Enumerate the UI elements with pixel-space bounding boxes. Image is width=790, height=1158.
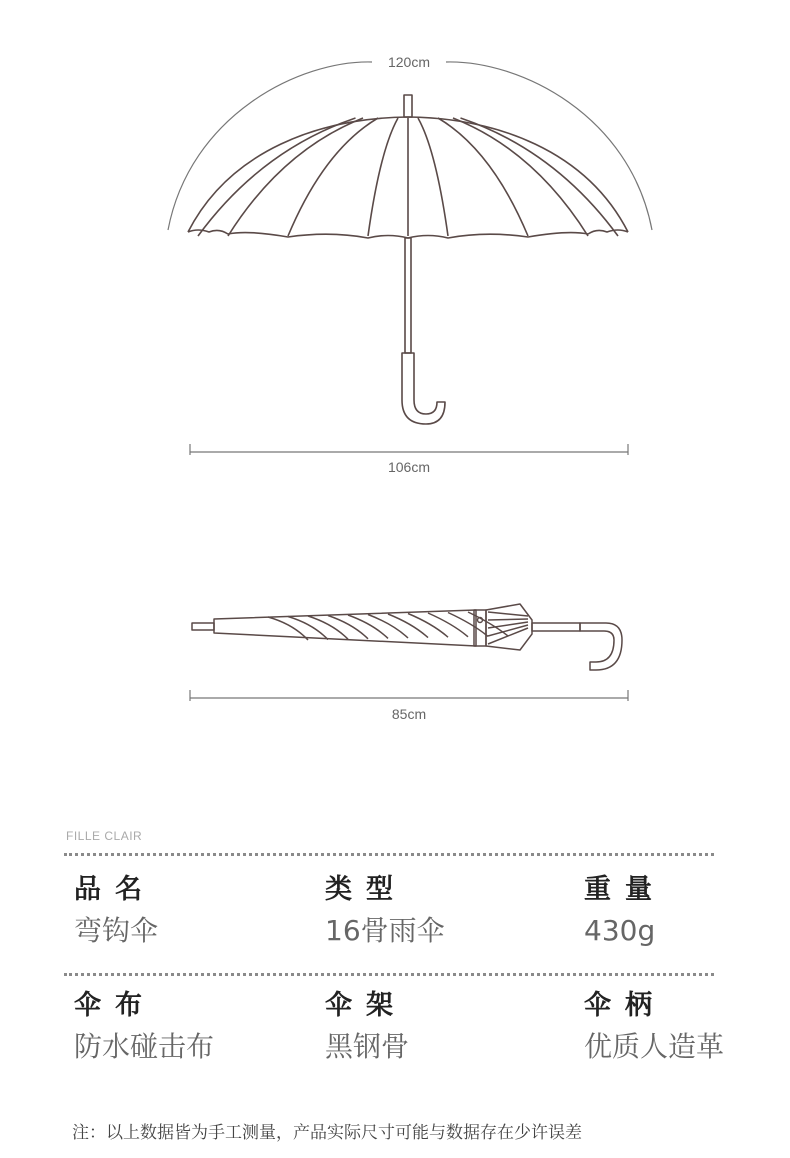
swirl-fold — [428, 613, 468, 637]
divider-top — [64, 853, 714, 856]
strap-button — [478, 618, 483, 623]
spec-frame — [325, 989, 545, 1065]
spec-value: 16骨雨伞 — [325, 914, 445, 947]
divider-middle — [64, 973, 714, 976]
spec-fabric — [74, 989, 294, 1065]
brand-label: FILLE CLAIR — [66, 829, 143, 843]
canopy-rib — [461, 118, 619, 236]
closed-tip — [192, 623, 214, 630]
spec-label: 伞布 — [74, 990, 156, 1021]
collar-fold — [488, 612, 528, 616]
arc-dimension-label: 120cm — [387, 54, 431, 70]
length-dimension-line — [190, 690, 628, 701]
spec-value: 防水碰击布 — [74, 1030, 215, 1063]
swirl-fold — [348, 615, 388, 638]
closed-hook-handle — [580, 623, 622, 670]
spec-label: 品名 — [74, 874, 156, 905]
arc-dimension-line — [446, 62, 652, 230]
umbrella-shaft — [405, 238, 411, 353]
spec-value: 黑钢骨 — [325, 1030, 410, 1063]
umbrella-tip — [404, 95, 412, 117]
canopy-rib — [368, 118, 398, 236]
spec-label: 类型 — [325, 874, 407, 905]
canopy-rib — [198, 118, 356, 236]
swirl-fold — [408, 614, 448, 638]
swirl-fold — [388, 614, 428, 638]
closed-umbrella — [192, 604, 622, 670]
spec-handle — [584, 989, 790, 1065]
spec-weight — [584, 873, 790, 949]
collar-folds — [488, 612, 528, 644]
spec-value: 430g — [584, 914, 656, 947]
spec-label: 伞柄 — [584, 990, 666, 1021]
spec-value: 优质人造革 — [584, 1030, 725, 1063]
canopy-rib — [418, 118, 448, 236]
collar-fold — [488, 619, 528, 620]
canopy-ribs — [198, 118, 618, 236]
swirl-fold — [448, 613, 488, 637]
spec-label: 伞架 — [325, 990, 407, 1021]
spec-type — [325, 873, 545, 949]
measurement-note: 注：以上数据皆为手工测量，产品实际尺寸可能与数据存在少许误差 — [72, 1123, 582, 1143]
length-dimension-label: 85cm — [391, 706, 427, 722]
spec-name — [74, 873, 294, 949]
arc-dimension-line — [168, 62, 372, 230]
spec-label: 重量 — [584, 874, 666, 905]
width-dimension-line — [190, 444, 628, 455]
swirl-fold — [368, 615, 408, 639]
width-dimension-label: 106cm — [387, 459, 431, 475]
open-umbrella — [188, 95, 628, 424]
umbrella-hook-handle — [402, 353, 445, 424]
closed-shaft — [532, 623, 580, 631]
spec-value: 弯钩伞 — [74, 914, 159, 947]
